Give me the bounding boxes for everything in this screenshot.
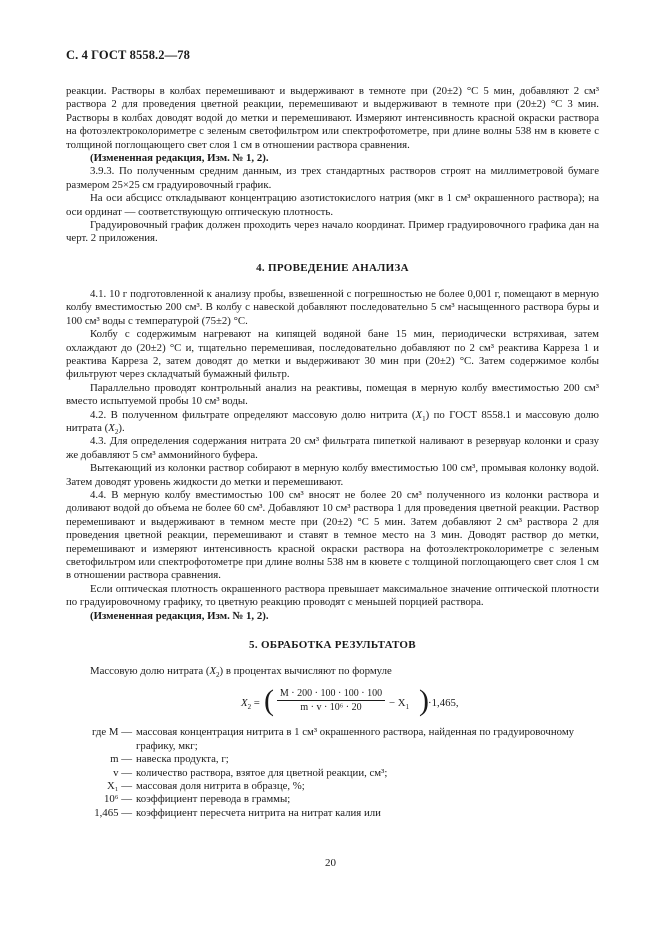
formula-lhs: $X_2$ = — [241, 697, 260, 712]
paragraph-4-4: 4.4. В мерную колбу вместимостью 100 см³ вносят не более 20 см³ полученного из колонки раствора и доливают водой до объема не более 60 см³. Добавляют 10 см³ раствора 1 для проведения цветной реакции. Раствор перемешивают и выдерживают в темном месте при (20±2) °С 5 мин. Затем добавляют 2 см³ раствора 2 для проведения цветной реакции, перемешивают и ставят в темное место на 3 мин. Доводят раствор до метки, перемешивают и измеряют интенсивность красной окраски раствора на фотоэлектроколориметре с зеленым светофильтром или спектрофотометре при длине волны 538 нм в кювете с толщиной поглощающего свет слоя 1 см в отношении раствора сравнения. — [66, 488, 599, 582]
formula-paren-left: ( — [264, 684, 274, 718]
legend-item: v — количество раствора, взятое для цветной реакции, см³; — [113, 766, 388, 779]
paragraph-4-1: 4.1. 10 г подготовленной к анализу пробы, взвешенной с погрешностью не более 0,001 г, помещают в мерную колбу вместимостью 200 см³. В колбу с навеской добавляют последовательно 5 см³ насыщенного раствора буры и 100 см³ воды с температурой (75±2) °С. — [66, 287, 599, 327]
paragraph-3-9-3: 3.9.3. По полученным средним данным, из трех стандартных растворов строят на миллиметровой бумаге размером 25×25 см градуировочный график. — [66, 165, 599, 191]
paragraph: реакции. Растворы в колбах перемешивают и выдерживают в темноте при (20±2) °С 5 мин, добавляют 2 см³ раствора 2 для проведения цветной реакции, перемешивают и выдерживают в темноте при (20±2) °С 3 мин. Растворы в колбах доводят водой до метки и перемешивают. Измеряют интенсивность красной окраски раствора на фотоэлектроколориметре с зеленым светофильтром или спектрофотометре, при длине волны 538 нм в кювете с толщиной поглощающего свет слоя 1 см в отношении раствора сравнения. — [66, 85, 599, 151]
edition-note: (Измененная редакция, Изм. № 1, 2). — [90, 609, 269, 622]
document-page — [66, 48, 599, 820]
section-title: 5. ОБРАБОТКА РЕЗУЛЬТАТОВ — [249, 639, 416, 652]
legend-item: 1,465 — коэффициент пересчета нитрита на нитрат калия или — [94, 806, 381, 819]
formula-legend — [66, 726, 599, 820]
edition-note: (Измененная редакция, Изм. № 1, 2). — [90, 152, 269, 165]
legend-item: X₁ — массовая доля нитрита в образце, %; — [106, 780, 305, 793]
legend-item: где M — массовая концентрация нитрита в 1 см³ окрашенного раствора, найденная по градуировочному графику, мкг; — [92, 726, 575, 752]
formula-fraction — [277, 688, 385, 713]
paragraph: Если оптическая плотность окрашенного раствора превышает максимальное значение оптической плотности по градуировочному графику, то цветную реакцию проводят с меньшей порцией раствора. — [66, 582, 599, 609]
formula-coefficient: ·1,465, — [428, 697, 459, 710]
formula-minus-term: − $X_1$ — [389, 697, 410, 712]
formula-paren-right: ) — [419, 684, 429, 718]
formula — [66, 686, 599, 720]
formula-denominator: m · v · 10⁶ · 20 — [300, 702, 362, 714]
legend-item: m — навеска продукта, г; — [110, 753, 229, 766]
page-number: 20 — [325, 857, 336, 869]
paragraph: На оси абсцисс откладывают концентрацию азотистокислого натрия (мкг в 1 см³ окрашенного раствора); на оси ординат — соответствующую оптическую плотность. — [66, 192, 599, 218]
paragraph: Параллельно проводят контрольный анализ на реактивы, помещая в мерную колбу вместимостью 200 см³ вместо испытуемой пробы 10 см³ воды. — [66, 381, 599, 408]
paragraph-4-2: 4.2. В полученном фильтрате определяют массовую долю нитрита $(X_1)$ по ГОСТ 8558.1 и массовую долю нитрата $(X_2)$. — [66, 408, 599, 437]
section-title: 4. ПРОВЕДЕНИЕ АНАЛИЗА — [256, 261, 409, 274]
page-header: С. 4 ГОСТ 8558.2—78 — [66, 48, 190, 62]
paragraph: Колбу с содержимым нагревают на кипящей водяной бане 15 мин, периодически встряхивая, затем охлаждают до (20±2) °С и, тщательно перемешивая, последовательно добавляют по 2 см³ реактива Карреза 1 и реактива Карреза 2, затем доводят до метки и выдерживают 30 мин при (20±2) °С. Затем содержимое колбы фильтруют через складчатый бумажный фильтр. — [66, 328, 599, 381]
formula-intro: Массовую долю нитрата $(X_2)$ в процентах вычисляют по формуле — [90, 665, 392, 680]
paragraph-4-3: 4.3. Для определения содержания нитрата 20 см³ фильтрата пипеткой наливают в резервуар колонки и сразу же добавляют 5 см³ аммонийного буфера. — [66, 435, 599, 461]
legend-item: 10⁶ — коэффициент перевода в граммы; — [103, 793, 291, 806]
formula-numerator: M · 200 · 100 · 100 · 100 — [277, 688, 385, 701]
paragraph: Вытекающий из колонки раствор собирают в мерную колбу вместимостью 100 см³, промывая колонку водой. Затем доводят уровень жидкости до метки и перемешивают. — [66, 462, 599, 488]
paragraph: Градуировочный график должен проходить через начало координат. Пример градуировочного графика дан на черт. 2 приложения. — [66, 219, 599, 245]
